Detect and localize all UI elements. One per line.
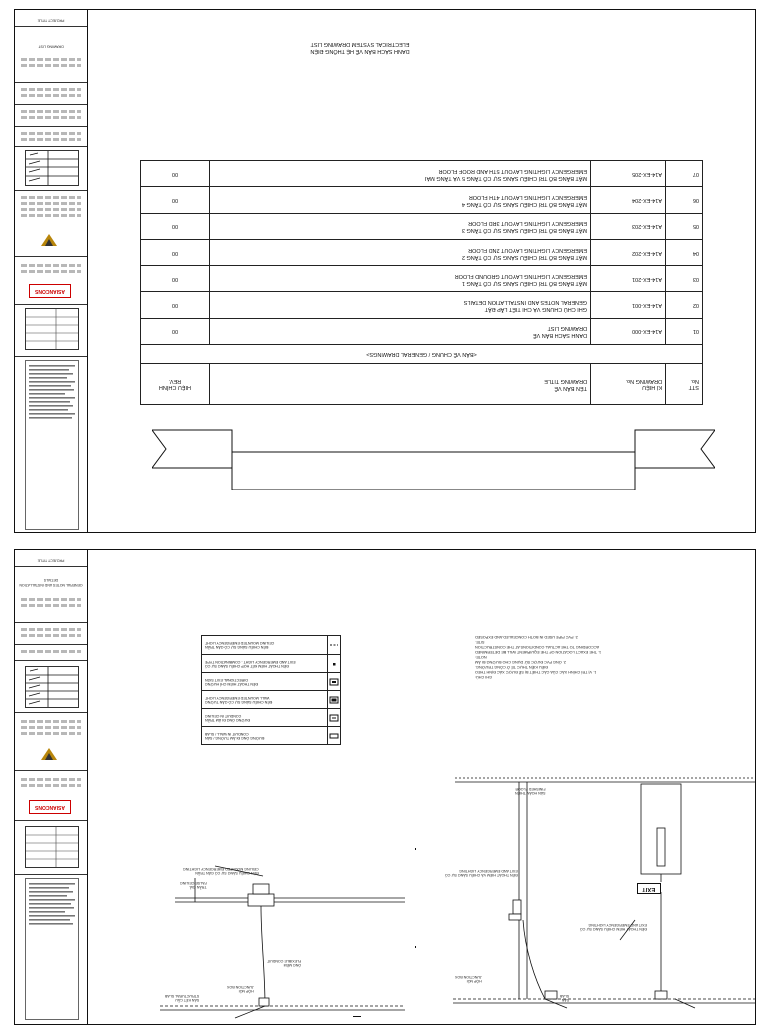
row-drawing-no: A14-EX-203: [591, 213, 666, 239]
note-line: ĐIỀU KIỆN THỰC TẾ Ở CÔNG TRƯỜNG.: [475, 665, 548, 669]
label-finished-floor: SÀN HOÀN THIỆN FINISHED FLOOR: [515, 786, 546, 795]
row-rev: 00: [141, 318, 210, 344]
legend-row: [202, 654, 340, 673]
revision-signature-icon: [26, 151, 78, 185]
label-ceiling-emergency-light: ĐÈN CHIẾU SÁNG SỰ CỐ GẮN TRẦN CEILING MOUNTED EMERGENCY LIGHTING: [183, 866, 259, 875]
label-exit-lighting-right: ĐÈN THOÁT HIỂM CHIẾU SÁNG SỰ CỐ EXIT AND EMERGENCY LIGHTING: [580, 922, 647, 931]
table-row: [141, 239, 703, 265]
contractor-logo: ASIANCONS: [29, 800, 71, 814]
label-flexible-conduit: ỐNG MỀM FLEXIBLE CONDUIT: [267, 958, 302, 967]
note-line: 1. THE EXACT LOCATION OF THE EQUIPMENT WILL BE DETERMINED: [475, 650, 602, 654]
row-title: MẶT BẰNG BỐ TRÍ CHIẾU SÁNG SỰ CỐ TẦNG 2 EMERGENCY LIGHTING LAYOUT 2ND FLOOR: [210, 239, 591, 265]
row-no: 06: [666, 187, 703, 213]
revision-box: [25, 150, 79, 186]
company-logo-icon: [39, 232, 59, 248]
legend-wall-light-icon: [327, 673, 340, 691]
note-line: ACCORDING TO THE ACTUAL CONDITIONS AT THE CONSTRUCTION: [475, 645, 600, 649]
row-drawing-no: A14-EX-202: [591, 239, 666, 265]
table-row: [141, 318, 703, 344]
exit-sign: EXIT: [637, 883, 661, 894]
title-block-drawing-label: DRAWING LIST: [38, 44, 64, 49]
row-title: MẶT BẰNG BỐ TRÍ CHIẾU SÁNG SỰ CỐ TẦNG 4 EMERGENCY LIGHTING LAYOUT 4TH FLOOR: [210, 187, 591, 213]
note-line: 2. ỐNG PVC ĐƯỢC SỬ DỤNG CHO ĐƯỜNG ĐI ÂM: [475, 660, 566, 664]
row-rev: 00: [141, 239, 210, 265]
row-drawing-no: A14-EX-001: [591, 292, 666, 318]
title-ribbon: [152, 428, 715, 490]
revision-signature-icon: [26, 667, 78, 707]
title-block: [15, 10, 88, 532]
label-false-ceiling: TRẦN GIẢ FALSE CEILING: [180, 880, 207, 889]
row-rev: 00: [141, 187, 210, 213]
legend-text: ĐƯỜNG ỐNG ĐI ÂM TƯỜNG / SÀN CONDUIT IN WALL / SLAB: [205, 731, 265, 740]
label-structural-slab: SÀN KẾT CẤU STRUCTURAL SLAB: [165, 993, 200, 1002]
legend-text: ĐÈN CHIẾU SÁNG SỰ CỐ GẮN TRẦN CEILING MOUNTED EMERGENCY LIGHT: [205, 640, 275, 649]
legend-row: [202, 726, 340, 745]
row-title: MẶT BẰNG BỐ TRÍ CHIẾU SÁNG SỰ CỐ TẦNG 3 EMERGENCY LIGHTING LAYOUT 3RD FLOOR: [210, 213, 591, 239]
table-row: [141, 161, 703, 187]
legend-text: ĐƯỜNG ỐNG ĐI ÂM TRẦN CONDUIT IN CEILING: [205, 713, 251, 722]
row-drawing-no: A14-EX-205: [591, 161, 666, 187]
row-rev: 00: [141, 161, 210, 187]
row-rev: 00: [141, 292, 210, 318]
table-row: [141, 292, 703, 318]
symbol-legend: [201, 635, 341, 745]
row-title: GHI CHÚ CHUNG VÀ CHI TIẾT LẮP ĐẶT GENERAL NOTES AND INSTALLATION DETAILS: [210, 292, 591, 318]
section-row: [141, 345, 703, 364]
drawing-list-table: [140, 160, 703, 405]
row-no: 03: [666, 266, 703, 292]
legend-row: [202, 690, 340, 709]
row-no: 02: [666, 292, 703, 318]
row-rev: 00: [141, 213, 210, 239]
general-notes-block: [25, 878, 79, 1020]
label-junction-box: HỘP NỐI JUNCTION BOX: [227, 984, 254, 993]
row-title: DANH SÁCH BẢN VẼ DRAWING LIST: [210, 318, 591, 344]
row-title: MẶT BẰNG BỐ TRÍ CHIẾU SÁNG SỰ CỐ TẦNG 5 VÀ TẦNG MÁI EMERGENCY LIGHTING LAYOUT 5TH AND ROOF FLOOR: [210, 161, 591, 187]
legend-directional-exit-icon: [327, 691, 340, 709]
header-rev: HIỆU CHỈNH REV.: [141, 364, 210, 405]
contractor-logo: ASIANCONS: [29, 284, 71, 298]
legend-dash-icon: [327, 636, 340, 654]
title-block: [15, 550, 88, 1024]
note-line: NOTE:: [475, 655, 487, 659]
row-drawing-no: A14-EX-201: [591, 266, 666, 292]
section-label: <BẢN VẼ CHUNG / GENERAL DRAWINGS>: [141, 345, 703, 364]
title-block-drawing-label: GENERAL NOTES AND INSTALLATION DETAILS: [19, 578, 83, 587]
legend-ceiling-light-icon: [327, 727, 340, 745]
title-block-header: PROJECT TITLE: [37, 18, 65, 23]
drawing-sheet-list: [14, 9, 756, 533]
row-no: 07: [666, 161, 703, 187]
title-block-header: PROJECT TITLE: [37, 558, 65, 563]
legend-text: ĐÈN THOÁT HIỂM KẾT HỢP CHIẾU SÁNG SỰ CỐ EXIT AND EMERGENCY LIGHT - COMBINATION TYPE: [205, 659, 296, 668]
legend-exit-combo-icon: [327, 709, 340, 727]
table-row: [141, 213, 703, 239]
installation-details-drawing: [115, 770, 755, 1024]
note-line: 2. PVC PIPE USED IN BOTH CONCEALED AND EXPOSED: [475, 635, 578, 639]
note-line: SITE.: [475, 640, 485, 644]
table-row: [141, 266, 703, 292]
label-slab: SÀN SLAB: [560, 993, 570, 1002]
ribbon-title: DANH SÁCH BẢN VẼ HỆ THỐNG ĐIỆN ELECTRICAL SYSTEM DRAWING LIST: [310, 41, 410, 54]
row-no: 01: [666, 318, 703, 344]
legend-row: [202, 636, 340, 654]
general-notes-block: [25, 360, 79, 530]
note-line: GHI CHÚ:: [475, 675, 493, 679]
approval-box: [25, 308, 79, 350]
legend-row: [202, 672, 340, 691]
legend-text: ĐÈN THOÁT HIỂM CHỈ HƯỚNG DIRECTIONAL EXIT SIGN: [205, 677, 258, 686]
row-drawing-no: A14-EX-204: [591, 187, 666, 213]
label-junction-box-right: HỘP NỐI JUNCTION BOX: [455, 974, 482, 983]
legend-text: ĐÈN CHIẾU SÁNG SỰ CỐ GẮN TƯỜNG WALL MOUNTED EMERGENCY LIGHT: [205, 695, 273, 704]
approval-box: [25, 826, 79, 868]
row-drawing-no: A14-EX-000: [591, 318, 666, 344]
header-no: STT No.: [666, 364, 703, 405]
header-title: TÊN BẢN VẼ DRAWING TITLE: [210, 364, 591, 405]
row-no: 04: [666, 239, 703, 265]
row-no: 05: [666, 213, 703, 239]
notes-block: [475, 634, 675, 679]
legend-dot-icon: [327, 655, 340, 673]
row-title: MẶT BẰNG BỐ TRÍ CHIẾU SÁNG SỰ CỐ TẦNG 1 EMERGENCY LIGHTING LAYOUT GROUND FLOOR: [210, 266, 591, 292]
table-row: [141, 187, 703, 213]
company-logo-icon: [39, 746, 59, 762]
row-rev: 00: [141, 266, 210, 292]
header-drawing-no: KÍ HIỆU DRAWING No.: [591, 364, 666, 405]
legend-row: [202, 708, 340, 727]
table-header-row: [141, 364, 703, 405]
drawing-sheet-details: [14, 549, 756, 1025]
label-exit-emergency-light: ĐÈN THOÁT HIỂM VÀ CHIẾU SÁNG SỰ CỐ EXIT AND EMERGENCY LIGHTING: [445, 868, 518, 877]
note-line: 1. VỊ TRÍ CHÍNH XÁC CỦA CÁC THIẾT BỊ SẼ ĐƯỢC XÁC ĐỊNH THEO: [475, 670, 597, 674]
revision-box: [25, 666, 79, 708]
